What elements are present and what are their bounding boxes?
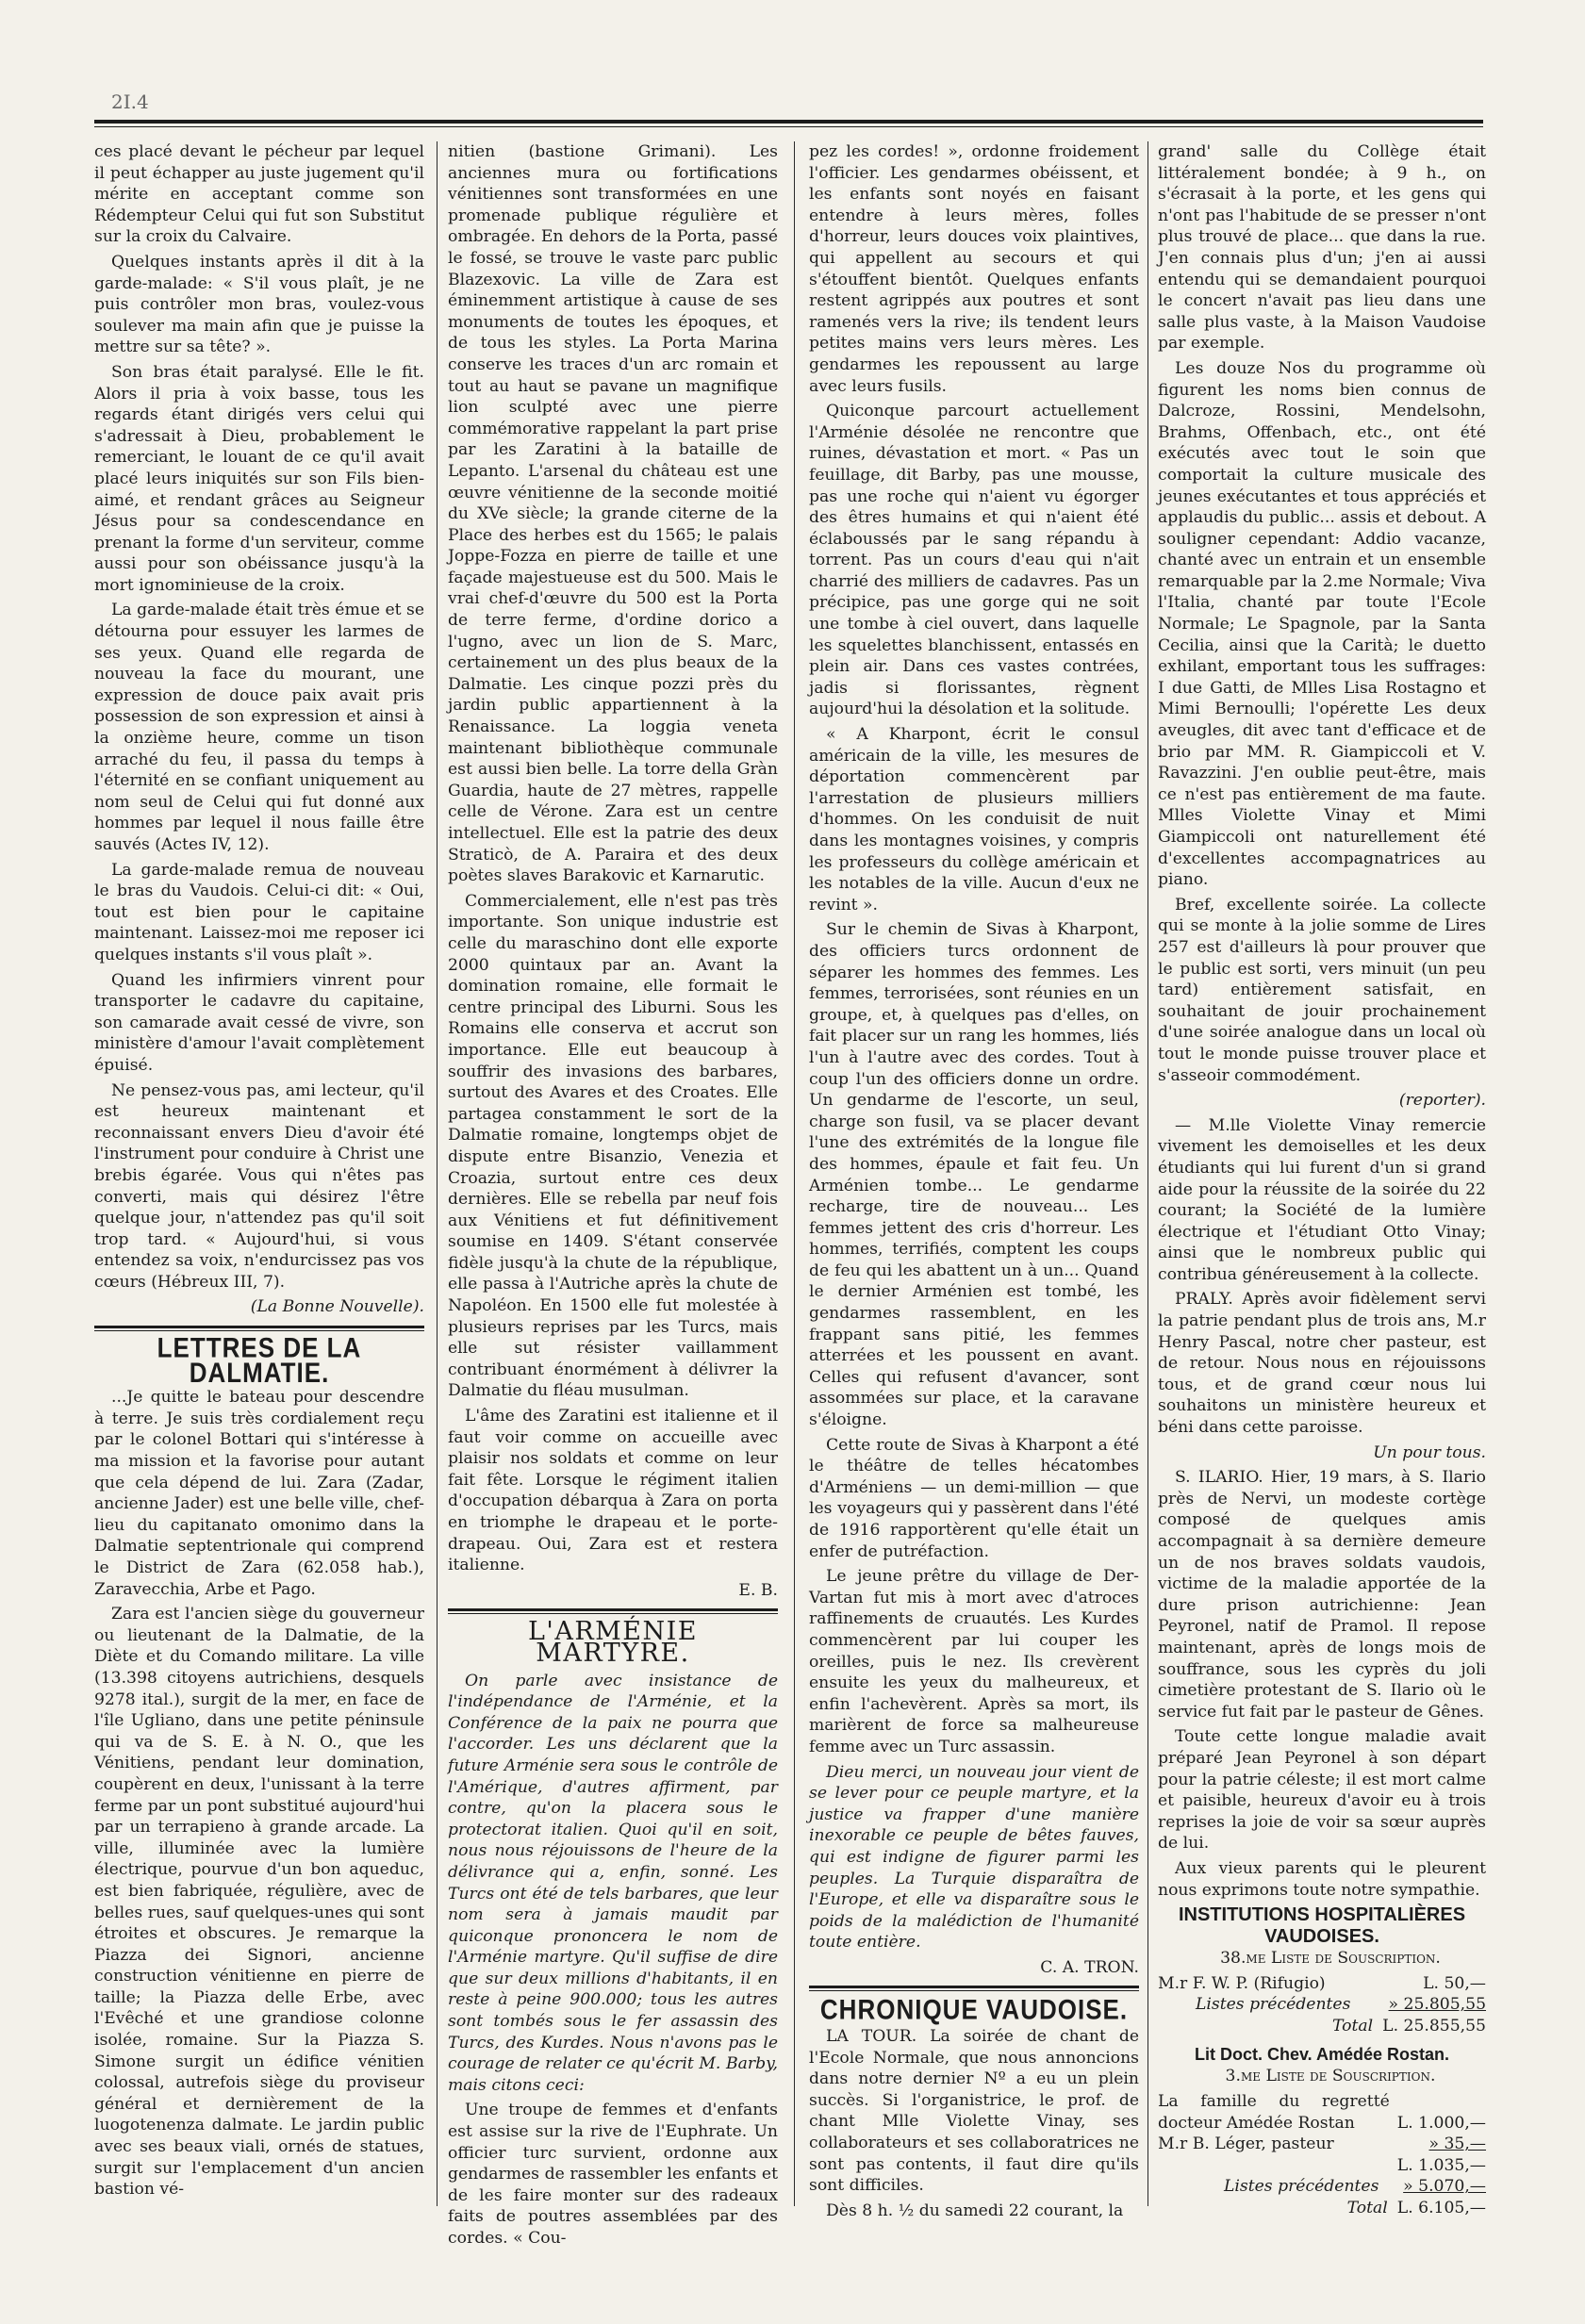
subscription-subheading: 38.me Liste de Souscription. <box>1220 1949 1441 1969</box>
subscription-row <box>1158 2091 1486 2134</box>
paragraph: Zara est l'ancien siège du gouverneur ou lieutenant de la Dalmatie, de la Diète et du Comando militare. La ville (13.398 citoyens autrichiens, desquels 9278 ital.), surgit de la mer, en face de l'île Ugliano, dans une petite péninsule qui va de S. E. à N. O., que les Vénitiens, pendant leur domination, coupèrent en deux, l'unissant à la terre ferme par un pont substitué aujourd'hui par un terrapieno à grande arcade. La ville, illuminée avec la lumière électrique, pourvue d'un bon aqueduc, est bien fabriquée, régulière, avec de belles rues, sauf quelques-unes qui sont étroites et obscures. Je remarque la Piazza dei Signori, ancienne construction vénitienne en pierre de taille; la Piazza delle Erbe, avec l'Evêché et une grandiose colonne isolée, romaine. Sur la Piazza S. Simone surgit un édifice vénitien colossal, autrefois siège du proviseur général et dernièrement de la luogotenenza dalmate. Le jardin public avec ses beaux viali, ornés de statues, surgit sur l'emplacement d'un ancien bastion vé- <box>94 1605 424 2200</box>
paragraph: ces placé devant le pécheur par lequel il peut échapper au juste jugement qu'il mérite en acceptant comme son Rédempteur Celui qui fut son Substitut sur la croix du Calvaire. <box>94 142 424 247</box>
paragraph: « A Kharpont, écrit le consul américain de la ville, les mesures de déportation commencèrent par l'arrestation de plusieurs milliers d'hommes. On les conduisit de nuit dans les montagnes voisines, y compris les professeurs du collège américain et les notables de la ville. Aucun d'eux ne revint ». <box>809 725 1139 915</box>
signature: Un pour tous. <box>1373 1442 1486 1462</box>
top-rule <box>94 120 1483 124</box>
subscription-heading: Lit Doct. Chev. Amédée Rostan. <box>1194 2045 1450 2065</box>
paragraph: Toute cette longue maladie avait préparé Jean Peyronel à son départ pour la patrie céleste; il est mort calme et paisible, heureux d'avoir eu à trois reprises la joie de voir sa sœur auprès de lui. <box>1158 1727 1486 1854</box>
subscription-label: M.r F. W. P. (Rifugio) <box>1158 1973 1326 1993</box>
signature: (reporter). <box>1398 1091 1486 1111</box>
paragraph: La garde-malade remua de nouveau le bras du Vaudois. Celui-ci dit: « Oui, tout est bien pour le capitaine maintenant. Laissez-moi me reposer ici quelques instants s'il vous plaît ». <box>94 860 424 964</box>
paragraph: Le jeune prêtre du village de Der-Vartan fut mis à mort avec d'atroces raffinements de cruautés. Les Kurdes commencèrent par lui couper les oreilles, puis le nez. Ils crevèrent ensuite les yeux du malheureux, et enfin l'achevèrent. Après sa mort, ils marièrent de force sa malheureuse femme avec un Turc assassin. <box>809 1567 1139 1756</box>
subscription-heading: INSTITUTIONS HOSPITALIÈRES VAUDOISES. <box>1178 1904 1466 1948</box>
paragraph: pez les cordes! », ordonne froidement l'officier. Les gendarmes obéissent, et les enfants sont noyés en faisant entendre à leurs mères, folles d'horreur, leurs douces voix plaintives, qui appellent au secours et qui s'étouffent bientôt. Quelques enfants restent agrippés aux poutres et sont ramenés vers la rive; ils tendent leurs petites mains vers leurs mères. Les gendarmes les repoussent au large avec leurs fusils. <box>809 142 1139 396</box>
section-rule-thin <box>809 1990 1139 1991</box>
section-rule <box>809 1986 1139 1988</box>
intro-paragraph: On parle avec insistance de l'indépendance de l'Arménie, et la Conférence de la paix ne pourra que l'accorder. Les uns déclarent que la future Arménie sera sous le contrôle de l'Amérique, d'autres affirment, par contre, qu'on la placera sous le protectorat italien. Quoi qu'il en soit, nous nous réjouissons de l'heure de la délivrance qui a, enfin, sonné. Les Turcs ont été de tels barbares, que leur nom sera à jamais maudit par quiconque prononcera le nom de l'Arménie martyre. Qu'il suffise de dire que sur deux millions d'habitants, il en reste à peine 900.000; tous les autres sont tombés sous le fer assassin des Turcs, des Kurdes. Nous n'avons pas le courage de relater ce qu'écrit M. Barby, mais citons ceci: <box>448 1671 778 2095</box>
paragraph: Quand les infirmiers vinrent pour transporter le cadavre du capitaine, son camarade avait cessé de vivre, son ministère d'amour l'avait complètement épuisé. <box>94 970 424 1075</box>
subscription-label: M.r B. Léger, pasteur <box>1158 2134 1334 2154</box>
subscription-label: Total <box>1332 2016 1374 2036</box>
column-divider <box>1147 141 1148 2206</box>
subscription-label: Listes précédentes <box>1224 2177 1379 2197</box>
subscription-total-row <box>1158 2016 1486 2037</box>
subscription-amount: L. 25.855,55 <box>1382 2016 1486 2036</box>
subscription-list <box>1158 2091 1486 2219</box>
paragraph: L'âme des Zaratini est italienne et il faut voir comme on accueille avec plaisir nos soldats et comme on leur fait fête. Lorsque le régiment italien d'occupation débarqua à Zara on porta en triomphe le drapeau et le porte-drapeau. Oui, Zara est et restera italienne. <box>448 1407 778 1575</box>
subscription-amount: L. 1.035,— <box>1396 2155 1486 2175</box>
paragraph: S. ILARIO. Hier, 19 mars, à S. Ilario près de Nervi, un modeste cortège composé de quelques amis accompagnait à sa dernière demeure un de nos braves soldats vaudois, victime de la maladie apportée de la dure prison autrichienne: Jean Peyronel, natif de Pramol. Il repose maintenant, après de longs mois de souffrance, sous les cyprès du joli cimetière protestant de S. Ilario où le service fut fait par le pasteur de Gênes. <box>1158 1468 1486 1722</box>
subscription-row <box>1158 2155 1486 2177</box>
subscription-amount: » 35,— <box>1428 2134 1486 2154</box>
paragraph: Ne pensez-vous pas, ami lecteur, qu'il est heureux maintenant et reconnaissant envers Dieu d'avoir été l'instrument pour conduire à Christ une brebis égarée. Vous qui n'êtes pas converti, mais qui désirez l'être quelque jour, n'attendez pas qu'il soit trop tard. « Aujourd'hui, si vous entendez sa voix, n'endurcissez pas vos cœurs (Hébreux III, 7). <box>94 1080 424 1292</box>
paragraph: Bref, excellente soirée. La collecte qui se monte à la jolie somme de Lires 257 est d'ailleurs là pour prouver que le public est sorti, vers minuit (un peu tard) entièrement satisfait, en souhaitant de jouir prochainement d'une soirée analogue dans un local où tout le monde puisse trouver place et s'asseoir commodément. <box>1158 895 1486 1085</box>
subscription-amount: L. 1.000,— <box>1396 2113 1486 2133</box>
paragraph: La garde-malade était très émue et se détourna pour essuyer les larmes de ses yeux. Quand elle regarda de nouveau la face du mourant, une expression de douce paix avait pris possession de son expression et ainsi à la onzième heure, comme un tison arraché du feu, il passa du temps à l'éternité en se confiant uniquement au nom seul de Celui qui fut donné aux hommes par lequel il nous faille être sauvés (Actes IV, 12). <box>94 601 424 854</box>
page-folio: 2I.4 <box>111 91 149 113</box>
paragraph: Cette route de Sivas à Kharpont a été le théâtre de telles hécatombes d'Arméniens — un demi-million — que les voyageurs qui y passèrent dans l'été de 1916 rapportèrent qu'elle était un enfer de putréfaction. <box>809 1435 1139 1561</box>
column-4 <box>1158 141 1486 2218</box>
paragraph: Quelques instants après il dit à la garde-malade: « S'il vous plaît, je ne puis contrôler mon bras, voulez-vous soulever ma main afin que je puisse la mettre sur sa tête? ». <box>94 252 424 357</box>
column-divider <box>437 141 438 2206</box>
paragraph: — M.lle Violette Vinay remercie vivement les demoiselles et les deux étudiants qui lui furent d'un si grand aide pour la réussite de la soirée du 22 courant; la Société de la lumière électrique et l'étudiant Otto Vinay; ainsi que le nombreux public qui contribua généreusement à la collecte. <box>1158 1115 1486 1284</box>
column-1 <box>94 141 424 2206</box>
subscription-total-row <box>1158 2198 1486 2219</box>
section-rule-thin <box>448 1613 778 1614</box>
article-heading: CHRONIQUE VAUDOISE. <box>819 1993 1129 2026</box>
paragraph: grand' salle du Collège était littéralement bondée; à 9 h., on s'écrasait à la porte, et les gens qui n'ont pas l'habitude de se presser n'ont plus trouvé de place... que dans la rue. J'en connais plus d'un; j'en ai aussi entendu qui se demandaient pourquoi le concert n'avait pas lieu dans une salle plus vaste, à la Maison Vaudoise par exemple. <box>1158 142 1486 354</box>
subscription-label: Total <box>1346 2199 1388 2218</box>
subscription-row <box>1158 1994 1486 2016</box>
paragraph: Commercialement, elle n'est pas très importante. Son unique industrie est celle du maraschino dont elle exporte 2000 quintaux par an. Avant la domination romaine, elle formait le centre principal des Liburni. Sous les Romains elle conserva et accrut son importance. Elle eut beaucoup à souffrir des invasions des barbares, surtout des Avares et des Croates. Elle partagea constamment le sort de la Dalmatie romaine, longtemps objet de dispute entre Bisanzio, Venezia et Croazia, surtout entre ces deux dernières. Elle se rebella par neuf fois aux Vénitiens et fut définitivement soumise en 1409. S'étant conservée fidèle jusqu'à la chute de la république, elle passa à l'Autriche après la chute de Napoléon. En 1500 elle fut molestée à plusieurs reprises par les Turcs, mais elle sut résister vaillamment contribuant énormément à délivrer la Dalmatie du fléau musulman. <box>448 891 778 1401</box>
paragraph: Quiconque parcourt actuellement l'Arménie désolée ne rencontre que ruines, dévastation et mort. « Pas un feuillage, dit Barby, pas une mousse, pas une roche qui n'aient vu égorger des êtres humains et qui n'aient été éclaboussés par le sang répandu à torrent. Pas un cours d'eau qui n'ait charrié des milliers de cadavres. Pas un précipice, pas une gorge qui ne soit une tombe à ciel ouvert, dans laquelle les squelettes blanchissent, entassés en plein air. Dans ces vastes contrées, jadis si florissantes, règnent aujourd'hui la désolation et la solitude. <box>809 402 1139 719</box>
signature: C. A. TRON. <box>1040 1957 1139 1977</box>
subscription-list <box>1158 1973 1486 2037</box>
subscription-amount: L. 6.105,— <box>1396 2199 1486 2218</box>
article-heading: LETTRES DE LA DALMATIE. <box>157 1331 362 1389</box>
paragraph: Dès 8 h. ½ du samedi 22 courant, la <box>826 2200 1124 2220</box>
source-credit: (La Bonne Nouvelle). <box>250 1297 424 1317</box>
paragraph: nitien (bastione Grimani). Les anciennes mura ou fortifications vénitiennes sont transformées en une promenade publique régulière et ombragée. En dehors de la Porta, passé le fossé, se trouve le vaste parc public Blazexovic. La ville de Zara est éminemment artistique à cause de ses monuments de toutes les époques, et de tous les styles. La Porta Marina conserve les traces d'un arc romain et tout au haut se pavane un magnifique lion sculpté avec une pierre commémorative rappelant la part prise par les Zaratini à la bataille de Lepanto. L'arsenal du château est une œuvre vénitienne de la seconde moitié du XVe siècle; la grande citerne de la Place des herbes est du 1565; le palais Joppe-Fozza en pierre de taille et une façade majestueuse est du 500. Mais le vrai chef-d'œuvre du 500 est la Porta de terre ferme, d'ordine dorico a l'ugno, avec un lion de S. Marc, certainement un des plus beaux de la Dalmatie. Les cinque pozzi près du jardin public appartiennent à la Renaissance. La loggia veneta maintenant bibliothèque communale est aussi bien belle. La torre della Gràn Guardia, haute de 27 mètres, rappelle celle de Vérone. Zara est un centre intellectuel. Elle est la patrie des deux Straticò, de A. Paraira et des deux poètes slaves Barakovic et Karnarutic. <box>448 142 778 886</box>
subscription-row <box>1158 2176 1486 2198</box>
subscription-subheading: 3.me Liste de Souscription. <box>1225 2067 1436 2086</box>
column-divider <box>794 141 795 2206</box>
paragraph: ...Je quitte le bateau pour descendre à terre. Je suis très cordialement reçu par le colonel Bottari qui s'intéresse à ma mission et la favorise pour autant que cela dépend de lui. Zara (Zadar, ancienne Jader) est une belle ville, chef-lieu du capitanato omonimo dans la Dalmatie septentrionale qui comprend le District de Zara (62.058 hab.), Zaravecchia, Arbe et Pago. <box>94 1388 424 1599</box>
paragraph: Une troupe de femmes et d'enfants est assise sur la rive de l'Euphrate. Un officier turc survient, ordonne aux gendarmes de rassembler les enfants et de les faire monter sur des radeaux faits de poutres assemblées par des cordes. « Cou- <box>448 2101 778 2248</box>
paragraph: Sur le chemin de Sivas à Kharpont, des officiers turcs ordonnent de séparer les hommes des femmes. Les femmes, terrorisées, sont réunies en un groupe, et, à quelques pas d'elles, on fait placer sur un rang les hommes, liés l'un à l'autre avec des cordes. Tout à coup l'un des officiers donne un ordre. Un gendarme de l'escorte, un seul, charge son fusil, va se placer devant l'une des extrémités de la longue file des hommes, épaule et fait feu. Un Arménien tombe... Le gendarme recharge, tire de nouveau... Les femmes jettent des cris d'horreur. Les hommes, terrifiés, comptent les coups de feu qui les abattent un à un... Quand le dernier Arménien est tombé, les gendarmes rassemblent, en les frappant sans pitié, les femmes atterrées et les poussent en avant. Celles qui refusent d'avancer, sont assommées sur place, et la caravane s'éloigne. <box>809 920 1139 1430</box>
subscription-row <box>1158 2134 1486 2155</box>
subscription-row <box>1158 1973 1486 1995</box>
top-rule-thin <box>94 126 1483 127</box>
subscription-label <box>1158 2155 1397 2177</box>
paragraph: PRALY. Après avoir fidèlement servi la patrie pendant plus de trois ans, M.r Henry Pascal, notre cher pasteur, est de retour. Nous nous en réjouissons tous, et de grand cœur nous lui souhaitons un ministère heureux et béni dans cette paroisse. <box>1158 1290 1486 1438</box>
subscription-amount: » 25.805,55 <box>1388 1995 1486 2015</box>
paragraph: Les douze Nos du programme où figurent les noms bien connus de Dalcroze, Rossini, Mendelsohn, Brahms, Offenbach, etc., ont été exécutés avec tout le soin que comportait la culture musicale des jeunes exécutantes et tous appréciés et applaudis du public... assis et debout. A souligner cependant: Addio vacanze, chanté avec un entrain et un ensemble remarquable par la 2.me Normale; Viva l'Italia, chanté par toute l'Ecole Normale; Le Spagnole, par la Santa Cecilia, ainsi que la Carità; le duetto exhilant, emportant tous les suffrages: I due Gatti, de Mlles Lisa Rostagno et Mimi Bernoulli; l'opérette Les deux aveugles, dit avec tant d'efficace et de brio par MM. R. Giampiccoli et V. Ravazzini. J'en oublie peut-être, mais ce n'est pas entièrement de ma faute. Mlles Violette Vinay et Mimi Giampiccoli ont naturellement été d'excellentes accompagnatrices au piano. <box>1158 358 1486 890</box>
section-rule <box>448 1608 778 1611</box>
paragraph: LA TOUR. La soirée de chant de l'Ecole Normale, que nous annoncions dans notre dernier Nº a eu un plein succès. Si l'organistrice, le prof. de chant Mlle Violette Vinay, ses collaborateurs et ses collaboratrices ne sont pas contents, il faut dire qu'ils sont difficiles. <box>809 2027 1139 2196</box>
paragraph: Aux vieux parents qui le pleurent nous exprimons toute notre sympathie. <box>1158 1858 1486 1900</box>
subscription-amount: » 5.070,— <box>1403 2177 1486 2197</box>
paragraph: Dieu merci, un nouveau jour vient de se lever pour ce peuple martyre, et la justice va frapper d'une manière inexorable ce peuple de bêtes fauves, qui est indigne de figurer parmi les peuples. La Turquie disparaîtra de l'Europe, et elle va disparaître sous le poids de la malédiction de l'humanité toute entière. <box>809 1762 1139 1953</box>
column-3 <box>809 141 1139 2220</box>
subscription-label: La famille du regretté docteur Amédée Rostan <box>1158 2092 1390 2133</box>
signature: E. B. <box>738 1580 778 1600</box>
subscription-label: Listes précédentes <box>1196 1995 1351 2015</box>
subscription-amount: L. 50,— <box>1423 1973 1486 1993</box>
column-2 <box>448 141 778 2248</box>
section-rule <box>94 1326 424 1328</box>
paragraph: Son bras était paralysé. Elle le fit. Alors il pria à voix basse, tous les regards étant dirigés vers celui qui s'adressait à Dieu, probablement le remerciant, le louant de ce qu'il avait placé leurs iniquités sur son Fils bien-aimé, et rendant grâces au Seigneur Jésus pour sa condescendance en prenant la forme d'un serviteur, comme aussi pour son obéissance jusqu'à la mort ignominieuse de la croix. <box>94 362 424 595</box>
article-heading: L'ARMÉNIE MARTYRE. <box>527 1617 699 1668</box>
